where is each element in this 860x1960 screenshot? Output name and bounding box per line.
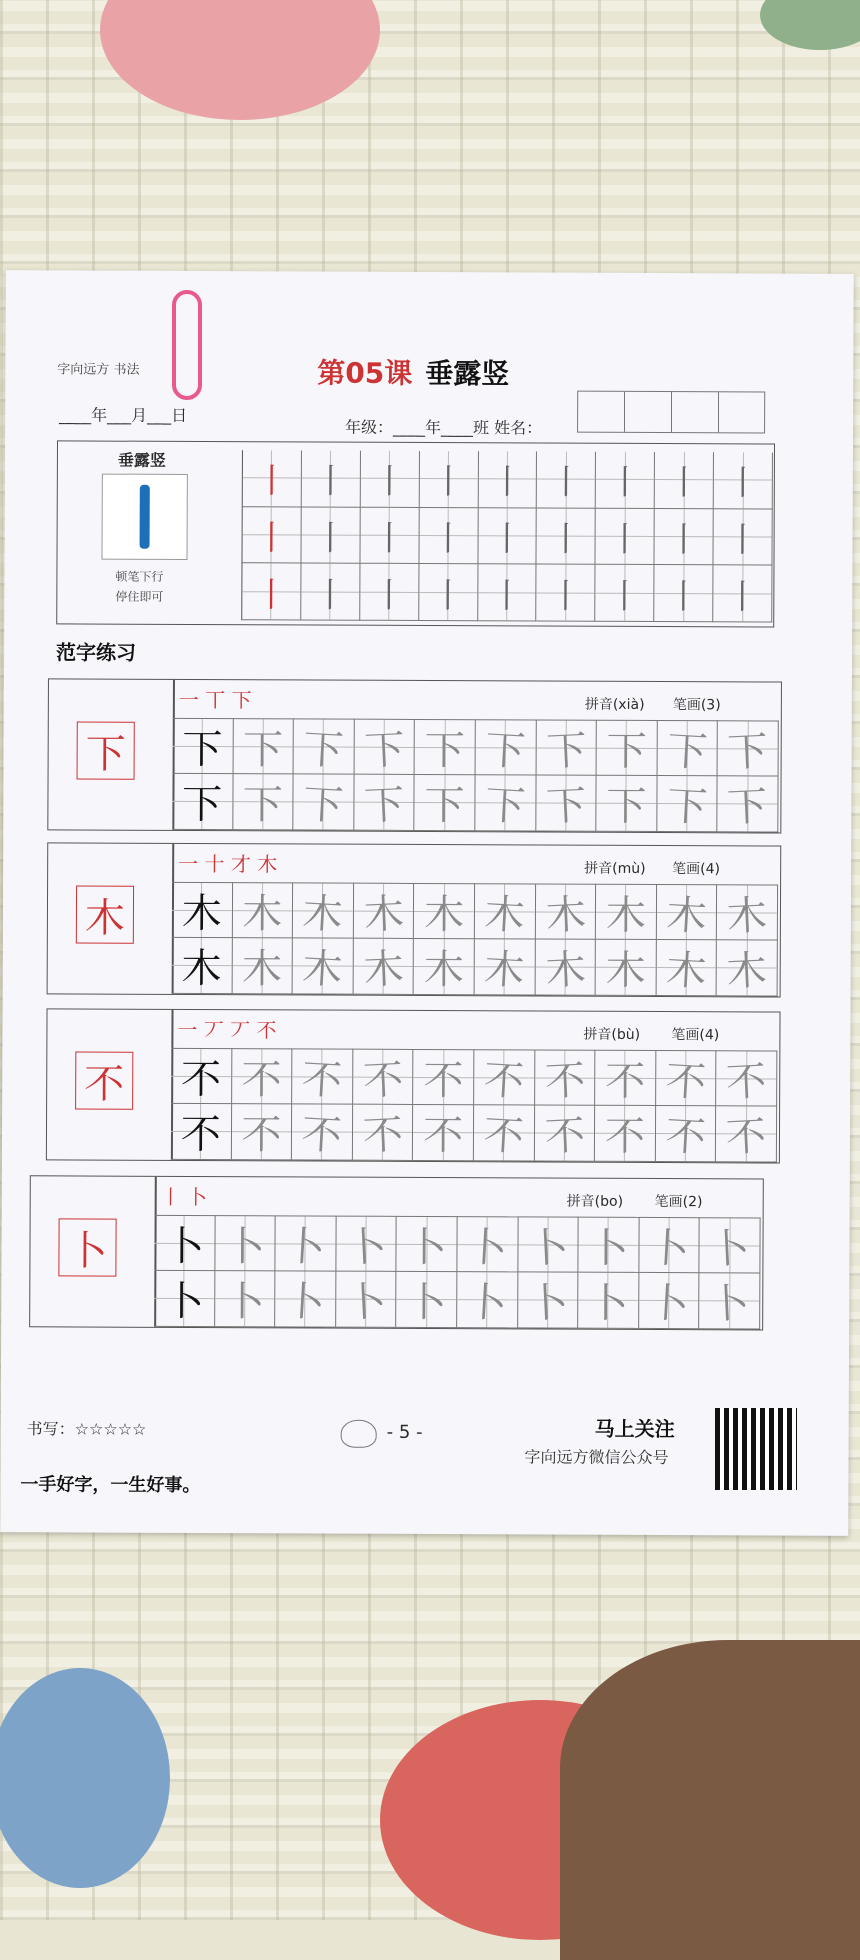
stroke-count-label: 笔画(4) [671, 1027, 720, 1044]
writing-cell[interactable] [215, 1271, 276, 1327]
writing-cell[interactable] [535, 939, 596, 995]
paperclip [172, 290, 202, 400]
handwritten-char: 木 [665, 891, 708, 940]
handwritten-char: 木 [544, 891, 587, 940]
writing-cell[interactable] [597, 720, 658, 776]
slogan: 一手好字，一生好事。 [20, 1474, 201, 1497]
stroke-trace: 丨 [431, 518, 466, 560]
handwritten-char: 不 [482, 1056, 526, 1105]
model-char-box: 下 [77, 721, 135, 779]
rating-stars[interactable]: 书写：☆☆☆☆☆ [26, 1419, 147, 1439]
writing-cell[interactable] [717, 884, 778, 940]
stroke-practice-cell[interactable] [537, 451, 596, 508]
model-char: 卜 [163, 1278, 205, 1326]
handwritten-char: 木 [725, 947, 769, 996]
stroke-practice-cell[interactable] [478, 508, 537, 565]
writing-cell[interactable] [336, 1216, 397, 1272]
stroke-order: 丨 卜 [160, 1184, 208, 1210]
writing-cell[interactable] [293, 882, 354, 938]
writing-cell[interactable] [353, 1105, 414, 1161]
handwritten-char: 不 [664, 1057, 707, 1106]
stroke-practice-cell[interactable] [655, 509, 714, 566]
stroke-practice-cell[interactable] [360, 564, 419, 621]
pinyin-label: 拼音(mù) [584, 860, 646, 877]
handwritten-char: 不 [300, 1111, 344, 1160]
stroke-order: 一 十 才 木 [178, 851, 278, 877]
handwritten-char: 卜 [588, 1280, 629, 1327]
stroke-practice-cell[interactable] [714, 509, 773, 566]
writing-cell[interactable] [154, 1271, 215, 1327]
handwritten-char: 不 [423, 1112, 464, 1160]
stroke-count-label: 笔画(4) [672, 861, 721, 878]
model-char: 下 [182, 726, 223, 773]
handwritten-char: 下 [726, 783, 769, 832]
writing-cell[interactable] [656, 940, 717, 996]
worksheet-paper [0, 270, 853, 1536]
stroke-trace: 丨 [548, 576, 583, 617]
handwritten-char: 卜 [708, 1224, 751, 1273]
handwritten-char: 卜 [588, 1225, 629, 1272]
writing-cell[interactable] [656, 1050, 717, 1106]
model-char: 下 [182, 781, 223, 829]
stroke-trace: 丨 [607, 576, 642, 617]
handwritten-char: 卜 [647, 1279, 690, 1329]
writing-cell[interactable] [353, 939, 414, 995]
stroke-trace: 丨 [666, 576, 701, 617]
stroke-practice-cell[interactable] [714, 452, 773, 509]
handwritten-char: 卜 [283, 1278, 327, 1327]
stroke-count-label: 笔画(2) [654, 1193, 703, 1211]
stroke-trace: 丨 [372, 462, 407, 503]
char-practice-block [47, 678, 782, 833]
stroke-practice-cell[interactable] [419, 508, 478, 565]
writing-cell[interactable] [475, 883, 536, 939]
writing-cell[interactable] [413, 1105, 474, 1161]
writing-cell[interactable] [172, 938, 233, 994]
handwritten-char: 不 [543, 1112, 586, 1161]
brand-logo: 字向远方 书法 [57, 362, 140, 378]
rabbit-icon [341, 1420, 377, 1448]
stroke-trace: 丨 [725, 576, 760, 618]
writing-cell[interactable] [476, 719, 537, 775]
handwritten-char: 卜 [224, 1223, 265, 1270]
stroke-trace: 丨 [371, 575, 407, 616]
handwritten-char: 下 [726, 727, 770, 776]
writing-cell[interactable] [535, 1049, 596, 1105]
handwritten-char: 下 [424, 727, 465, 774]
handwritten-char: 木 [483, 946, 526, 995]
stroke-trace: 丨 [549, 462, 584, 504]
stroke-demo-diagram [101, 474, 187, 560]
handwritten-char: 卜 [344, 1278, 388, 1327]
writing-cell[interactable] [578, 1273, 639, 1329]
writing-cell[interactable] [173, 718, 234, 774]
writing-cell[interactable] [154, 1215, 215, 1271]
handwritten-char: 木 [423, 946, 464, 994]
stroke-practice-cell[interactable] [301, 507, 360, 564]
pinyin-label: 拼音(xià) [584, 696, 645, 713]
writing-cell[interactable] [415, 719, 476, 775]
writing-cell[interactable] [397, 1216, 458, 1272]
writing-cell[interactable] [233, 774, 294, 830]
stroke-practice-cell[interactable] [478, 565, 537, 622]
writing-cell[interactable] [518, 1272, 579, 1328]
date-line[interactable]: ____年___月___日 [59, 405, 188, 425]
handwritten-char: 不 [361, 1056, 405, 1105]
handwritten-char: 不 [241, 1112, 282, 1159]
writing-cell[interactable] [414, 939, 475, 995]
stroke-trace: 丨 [489, 519, 525, 560]
stroke-practice-cell[interactable] [302, 450, 361, 507]
lesson-title: 垂露竖 [425, 356, 510, 391]
stroke-trace: 丨 [608, 463, 643, 504]
writing-cell[interactable] [215, 1215, 276, 1271]
writing-cell[interactable] [172, 774, 233, 830]
writing-cell[interactable] [534, 1105, 595, 1161]
handwritten-char: 木 [483, 890, 526, 939]
stroke-practice-cell[interactable] [713, 566, 772, 623]
stroke-trace: 丨 [254, 574, 289, 616]
stroke-demo-hint-2: 停住即可 [115, 589, 164, 604]
stroke-practice-cell[interactable] [419, 564, 478, 621]
lesson-number: 第05课 [317, 356, 413, 390]
writing-cell[interactable] [656, 1106, 717, 1162]
stroke-trace: 丨 [313, 461, 348, 502]
writing-cell[interactable] [639, 1273, 700, 1329]
writing-cell[interactable] [292, 1104, 353, 1160]
stroke-demo-hint-1: 顿笔下行 [115, 569, 164, 584]
writing-cell[interactable] [172, 882, 233, 938]
writing-cell[interactable] [232, 882, 293, 938]
handwritten-char: 下 [665, 727, 709, 776]
handwritten-char: 下 [424, 782, 465, 830]
writing-cell[interactable] [639, 1217, 700, 1273]
writing-cell[interactable] [700, 1217, 761, 1273]
writing-cell[interactable] [716, 1106, 777, 1162]
writing-cell[interactable] [397, 1272, 458, 1328]
writing-cell[interactable] [414, 883, 475, 939]
writing-cell[interactable] [595, 1050, 656, 1106]
writing-cell[interactable] [657, 720, 718, 776]
handwritten-char: 下 [606, 728, 647, 775]
stroke-practice-cell[interactable] [655, 452, 714, 509]
stroke-practice-cell[interactable] [419, 451, 478, 508]
writing-cell[interactable] [717, 940, 778, 996]
writing-cell[interactable] [354, 883, 415, 939]
name-boxes[interactable] [577, 391, 765, 434]
writing-cell[interactable] [292, 1048, 353, 1104]
writing-cell[interactable] [336, 1272, 397, 1328]
stroke-practice-cell[interactable] [242, 564, 301, 621]
handwritten-char: 下 [483, 782, 527, 831]
writing-cell[interactable] [353, 1049, 414, 1105]
writing-cell[interactable] [414, 1049, 475, 1105]
stroke-trace: 丨 [313, 575, 348, 616]
writing-cell[interactable] [276, 1215, 337, 1271]
writing-cell[interactable] [536, 719, 597, 775]
handwritten-char: 不 [725, 1113, 768, 1162]
stroke-trace: 丨 [548, 519, 584, 560]
stroke-trace: 丨 [607, 519, 642, 560]
handwritten-char: 不 [241, 1056, 282, 1103]
stroke-trace: 丨 [725, 520, 760, 561]
stroke-practice-cell[interactable] [654, 565, 713, 622]
stroke-practice-cell[interactable] [596, 452, 655, 509]
model-char-box: 木 [76, 885, 134, 943]
writing-cell[interactable] [294, 718, 355, 774]
handwritten-char: 木 [241, 946, 283, 993]
handwritten-char: 下 [545, 727, 588, 776]
char-practice-block [47, 842, 782, 997]
handwritten-char: 下 [606, 783, 647, 830]
writing-cell[interactable] [231, 1104, 292, 1160]
handwritten-char: 卜 [708, 1280, 751, 1329]
model-char-box: 卜 [58, 1218, 116, 1276]
handwritten-char: 下 [544, 782, 588, 831]
handwritten-char: 不 [605, 1058, 646, 1105]
section-title: 范字练习 [56, 640, 137, 665]
handwritten-char: 卜 [345, 1223, 388, 1272]
writing-cell[interactable] [518, 1216, 579, 1272]
writing-cell[interactable] [354, 719, 415, 775]
writing-cell[interactable] [232, 1048, 293, 1104]
writing-cell[interactable] [474, 1049, 535, 1105]
stroke-trace: 丨 [313, 518, 348, 559]
stroke-trace: 丨 [490, 462, 525, 503]
writing-cell[interactable] [475, 775, 536, 831]
pinyin-label: 拼音(bo) [566, 1193, 624, 1210]
stroke-practice-cell[interactable] [537, 565, 596, 622]
qr-code-icon[interactable] [715, 1408, 797, 1490]
handwritten-char: 不 [725, 1057, 768, 1106]
handwritten-char: 木 [362, 890, 405, 939]
stroke-practice-cell[interactable] [596, 565, 655, 622]
handwritten-char: 卜 [406, 1279, 447, 1327]
stroke-trace: 丨 [489, 575, 524, 617]
handwritten-char: 卜 [647, 1224, 691, 1273]
stroke-count-label: 笔画(3) [672, 697, 721, 714]
handwritten-char: 卜 [526, 1279, 569, 1328]
stroke-order: 一 丆 丆 不 [177, 1017, 277, 1043]
handwritten-char: 下 [242, 726, 284, 773]
model-char: 不 [180, 1111, 221, 1159]
handwritten-char: 卜 [284, 1222, 327, 1272]
handwritten-char: 卜 [224, 1279, 265, 1326]
pinyin-label: 拼音(bù) [583, 1026, 641, 1043]
stroke-trace: 丨 [666, 463, 702, 504]
handwritten-char: 卜 [526, 1224, 570, 1272]
handwritten-char: 卜 [406, 1224, 447, 1271]
handwritten-char: 下 [665, 783, 709, 832]
handwritten-char: 木 [424, 891, 465, 938]
grade-class-name[interactable]: 年级：____年____班 姓名： [345, 417, 543, 438]
writing-cell[interactable] [354, 775, 415, 831]
writing-cell[interactable] [597, 776, 658, 832]
handwritten-char: 木 [664, 947, 708, 996]
follow-text: 马上关注 [594, 1416, 675, 1442]
handwritten-char: 木 [605, 947, 646, 994]
stroke-demo-glyph [140, 485, 150, 549]
handwritten-char: 卜 [465, 1223, 509, 1272]
stroke-trace: 丨 [666, 520, 701, 561]
stroke-demo-block [56, 440, 775, 627]
handwritten-char: 不 [300, 1055, 344, 1105]
writing-cell[interactable] [535, 883, 596, 939]
model-char: 不 [180, 1056, 222, 1103]
writing-cell[interactable] [717, 1050, 778, 1106]
handwritten-char: 下 [363, 726, 406, 775]
model-char: 木 [181, 890, 222, 937]
writing-cell[interactable] [171, 1048, 232, 1104]
stroke-practice-grid[interactable] [241, 450, 773, 622]
writing-cell[interactable] [718, 776, 779, 832]
handwritten-char: 下 [484, 726, 527, 775]
stroke-practice-cell[interactable] [242, 507, 301, 564]
writing-cell[interactable] [457, 1272, 518, 1328]
handwritten-char: 下 [363, 781, 406, 830]
handwritten-char: 不 [482, 1112, 525, 1161]
handwritten-char: 木 [301, 889, 345, 939]
stroke-order: 一 丅 下 [178, 687, 252, 713]
handwritten-char: 下 [242, 782, 283, 829]
model-char: 卜 [164, 1223, 205, 1270]
model-char-box: 不 [75, 1051, 133, 1109]
char-practice-block [46, 1008, 781, 1163]
stroke-practice-cell[interactable] [537, 508, 596, 565]
wechat-account: 字向远方微信公众号 [524, 1447, 669, 1468]
model-char: 木 [181, 945, 222, 993]
handwritten-char: 不 [543, 1057, 586, 1106]
stroke-practice-cell[interactable] [360, 451, 419, 508]
handwritten-char: 不 [423, 1057, 464, 1104]
stroke-practice-cell[interactable] [360, 507, 419, 564]
stroke-trace: 丨 [431, 462, 466, 503]
writing-cell[interactable] [657, 884, 718, 940]
writing-cell[interactable] [595, 1106, 656, 1162]
writing-cell[interactable] [718, 720, 779, 776]
stroke-practice-cell[interactable] [301, 564, 360, 621]
writing-cell[interactable] [700, 1273, 761, 1329]
handwritten-char: 不 [361, 1111, 404, 1160]
writing-cell[interactable] [293, 938, 354, 994]
handwritten-char: 木 [544, 946, 587, 995]
stroke-trace: 丨 [725, 463, 760, 504]
writing-cell[interactable] [457, 1216, 518, 1272]
brown-shadow [560, 1640, 860, 1960]
handwritten-char: 木 [605, 892, 647, 939]
handwritten-char: 不 [664, 1113, 707, 1162]
handwritten-char: 下 [301, 781, 345, 830]
writing-cell[interactable] [275, 1271, 336, 1327]
writing-cell[interactable] [596, 884, 657, 940]
handwritten-char: 木 [242, 890, 283, 937]
char-practice-block [29, 1175, 764, 1330]
writing-cell[interactable] [657, 776, 718, 832]
writing-cell[interactable] [232, 938, 293, 994]
handwritten-char: 下 [302, 725, 345, 775]
page-number: - 5 - [386, 1421, 423, 1443]
writing-cell[interactable] [171, 1104, 232, 1160]
writing-cell[interactable] [596, 940, 657, 996]
stroke-practice-cell[interactable] [243, 450, 302, 507]
writing-cell[interactable] [475, 939, 536, 995]
writing-cell[interactable] [233, 718, 294, 774]
handwritten-char: 木 [362, 945, 405, 994]
writing-cell[interactable] [536, 775, 597, 831]
handwritten-char: 木 [726, 891, 769, 940]
writing-cell[interactable] [579, 1217, 640, 1273]
stroke-demo-title: 垂露竖 [117, 450, 166, 470]
stroke-practice-cell[interactable] [596, 508, 655, 565]
writing-cell[interactable] [415, 775, 476, 831]
handwritten-char: 卜 [465, 1279, 509, 1328]
writing-cell[interactable] [474, 1105, 535, 1161]
writing-cell[interactable] [294, 774, 355, 830]
handwritten-char: 不 [604, 1113, 646, 1160]
stroke-trace: 丨 [372, 518, 407, 559]
stroke-trace: 丨 [254, 461, 289, 502]
handwritten-char: 木 [301, 945, 344, 994]
stroke-trace: 丨 [254, 518, 289, 559]
stroke-practice-cell[interactable] [478, 451, 537, 508]
stroke-trace: 丨 [430, 575, 466, 616]
